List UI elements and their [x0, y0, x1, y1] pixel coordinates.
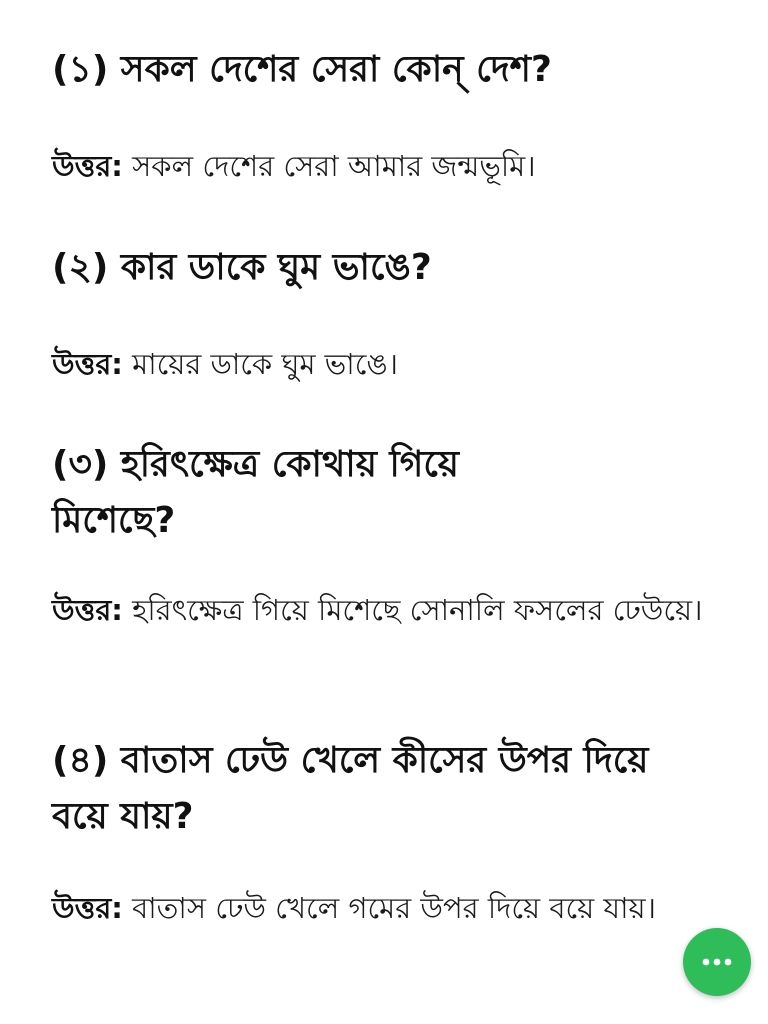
question-heading: (৪) বাতাস ঢেউ খেলে কীসের উপর দিয়ে বয়ে যায়?	[52, 740, 649, 837]
question-block-1	[52, 42, 742, 98]
question-block-3	[52, 437, 572, 549]
answer-label: উত্তর:	[52, 347, 123, 381]
answer-paragraph	[52, 142, 742, 190]
answer-text: বাতাস ঢেউ খেলে গমের উপর দিয়ে বয়ে যায়।	[132, 891, 656, 925]
question-heading: (১) সকল দেশের সেরা কোন্ দেশ?	[52, 49, 552, 90]
answer-text: সকল দেশের সেরা আমার জন্মভূমি।	[132, 149, 536, 183]
answer-text: হরিৎক্ষেত্র গিয়ে মিশেছে সোনালি ফসলের ঢেউয়ে।	[132, 593, 703, 627]
answer-paragraph	[52, 340, 742, 388]
chat-button[interactable]	[683, 928, 751, 996]
answer-paragraph	[52, 586, 742, 634]
question-block-2	[52, 240, 742, 296]
answer-label: উত্তর:	[52, 891, 123, 925]
answer-label: উত্তর:	[52, 149, 123, 183]
answer-text: মায়ের ডাকে ঘুম ভাঙে।	[132, 347, 398, 381]
question-block-4	[52, 733, 692, 845]
question-heading: (২) কার ডাকে ঘুম ভাঙে?	[52, 247, 432, 288]
more-dots-icon	[701, 957, 733, 967]
answer-paragraph	[52, 884, 742, 932]
question-heading: (৩) হরিৎক্ষেত্র কোথায় গিয়ে মিশেছে?	[52, 444, 460, 541]
answer-label: উত্তর:	[52, 593, 123, 627]
